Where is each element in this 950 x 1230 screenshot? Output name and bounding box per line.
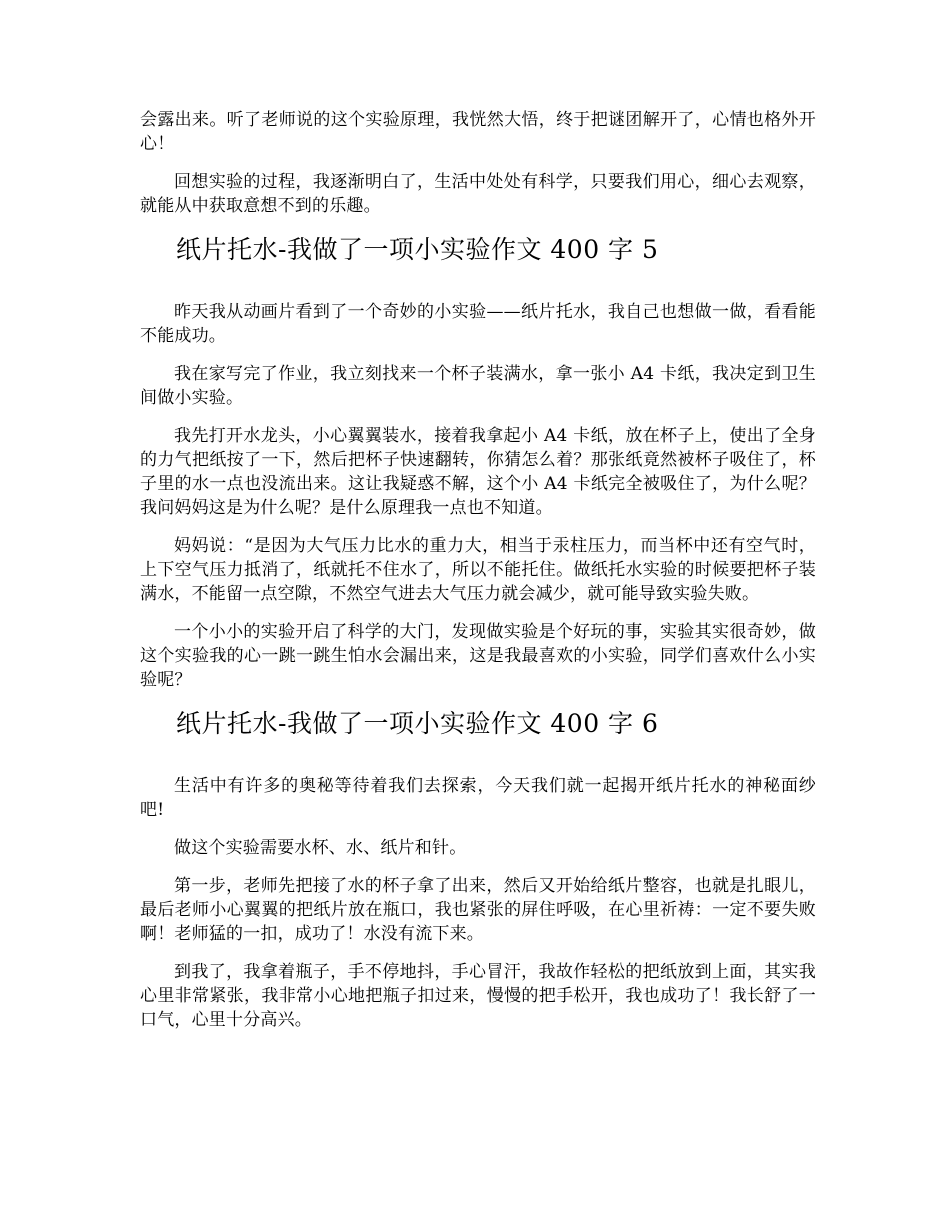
section-6-paragraph: 第一步，老师先把接了水的杯子拿了出来，然后又开始给纸片整容，也就是扎眼儿，最后老师小心翼翼的把纸片放在瓶口，我也紧张的屏住呼吸，在心里祈祷：一定不要失败啊！老师猛的一扣，成功了！水没有流下来。 [140,876,816,944]
intro-paragraph-continued: 会露出来。听了老师说的这个实验原理，我恍然大悟，终于把谜团解开了，心情也格外开心！ [140,110,816,154]
section-5-paragraph: 我在家写完了作业，我立刻找来一个杯子装满水，拿一张小 A4 卡纸，我决定到卫生间做小实验。 [140,364,816,408]
section-5-paragraph: 我先打开水龙头，小心翼翼装水，接着我拿起小 A4 卡纸，放在杯子上，使出了全身的力气把纸按了一下，然后把杯子快速翻转，你猜怎么着？那张纸竟然被杯子吸住了，杯子里的水一点也没流出来。这让我疑惑不解，这个小 A4 卡纸完全被吸住了，为什么呢？我问妈妈这是为什么呢？是什么原理我一点也不知道。 [140,426,816,518]
section-6-title: 纸片托水-我做了一项小实验作文 400 字 6 [176,709,659,738]
section-5-paragraph: 昨天我从动画片看到了一个奇妙的小实验——纸片托水，我自己也想做一做，看看能不能成功。 [140,302,816,346]
section-5-paragraph: 一个小小的实验开启了科学的大门，发现做实验是个好玩的事，实验其实很奇妙，做这个实验我的心一跳一跳生怕水会漏出来，这是我最喜欢的小实验，同学们喜欢什么小实验呢？ [140,622,816,690]
document-body [140,108,816,1046]
section-5-paragraph: 妈妈说：“是因为大气压力比水的重力大，相当于汞柱压力，而当杯中还有空气时，上下空气压力抵消了，纸就托不住水了，所以不能托住。做纸托水实验的时候要把杯子装满水，不能留一点空隙，不然空气进去大气压力就会减少，就可能导致实验失败。 [140,536,816,604]
section-6-paragraph: 做这个实验需要水杯、水、纸片和针。 [174,838,467,858]
section-6-paragraph: 生活中有许多的奥秘等待着我们去探索，今天我们就一起揭开纸片托水的神秘面纱吧! [140,776,816,820]
section-5-title: 纸片托水-我做了一项小实验作文 400 字 5 [176,235,659,264]
intro-paragraph: 回想实验的过程，我逐渐明白了，生活中处处有科学，只要我们用心，细心去观察，就能从中获取意想不到的乐趣。 [140,172,816,216]
section-6-paragraph: 到我了，我拿着瓶子，手不停地抖，手心冒汗，我故作轻松的把纸放到上面，其实我心里非常紧张，我非常小心地把瓶子扣过来，慢慢的把手松开，我也成功了！我长舒了一口气，心里十分高兴。 [140,962,816,1030]
